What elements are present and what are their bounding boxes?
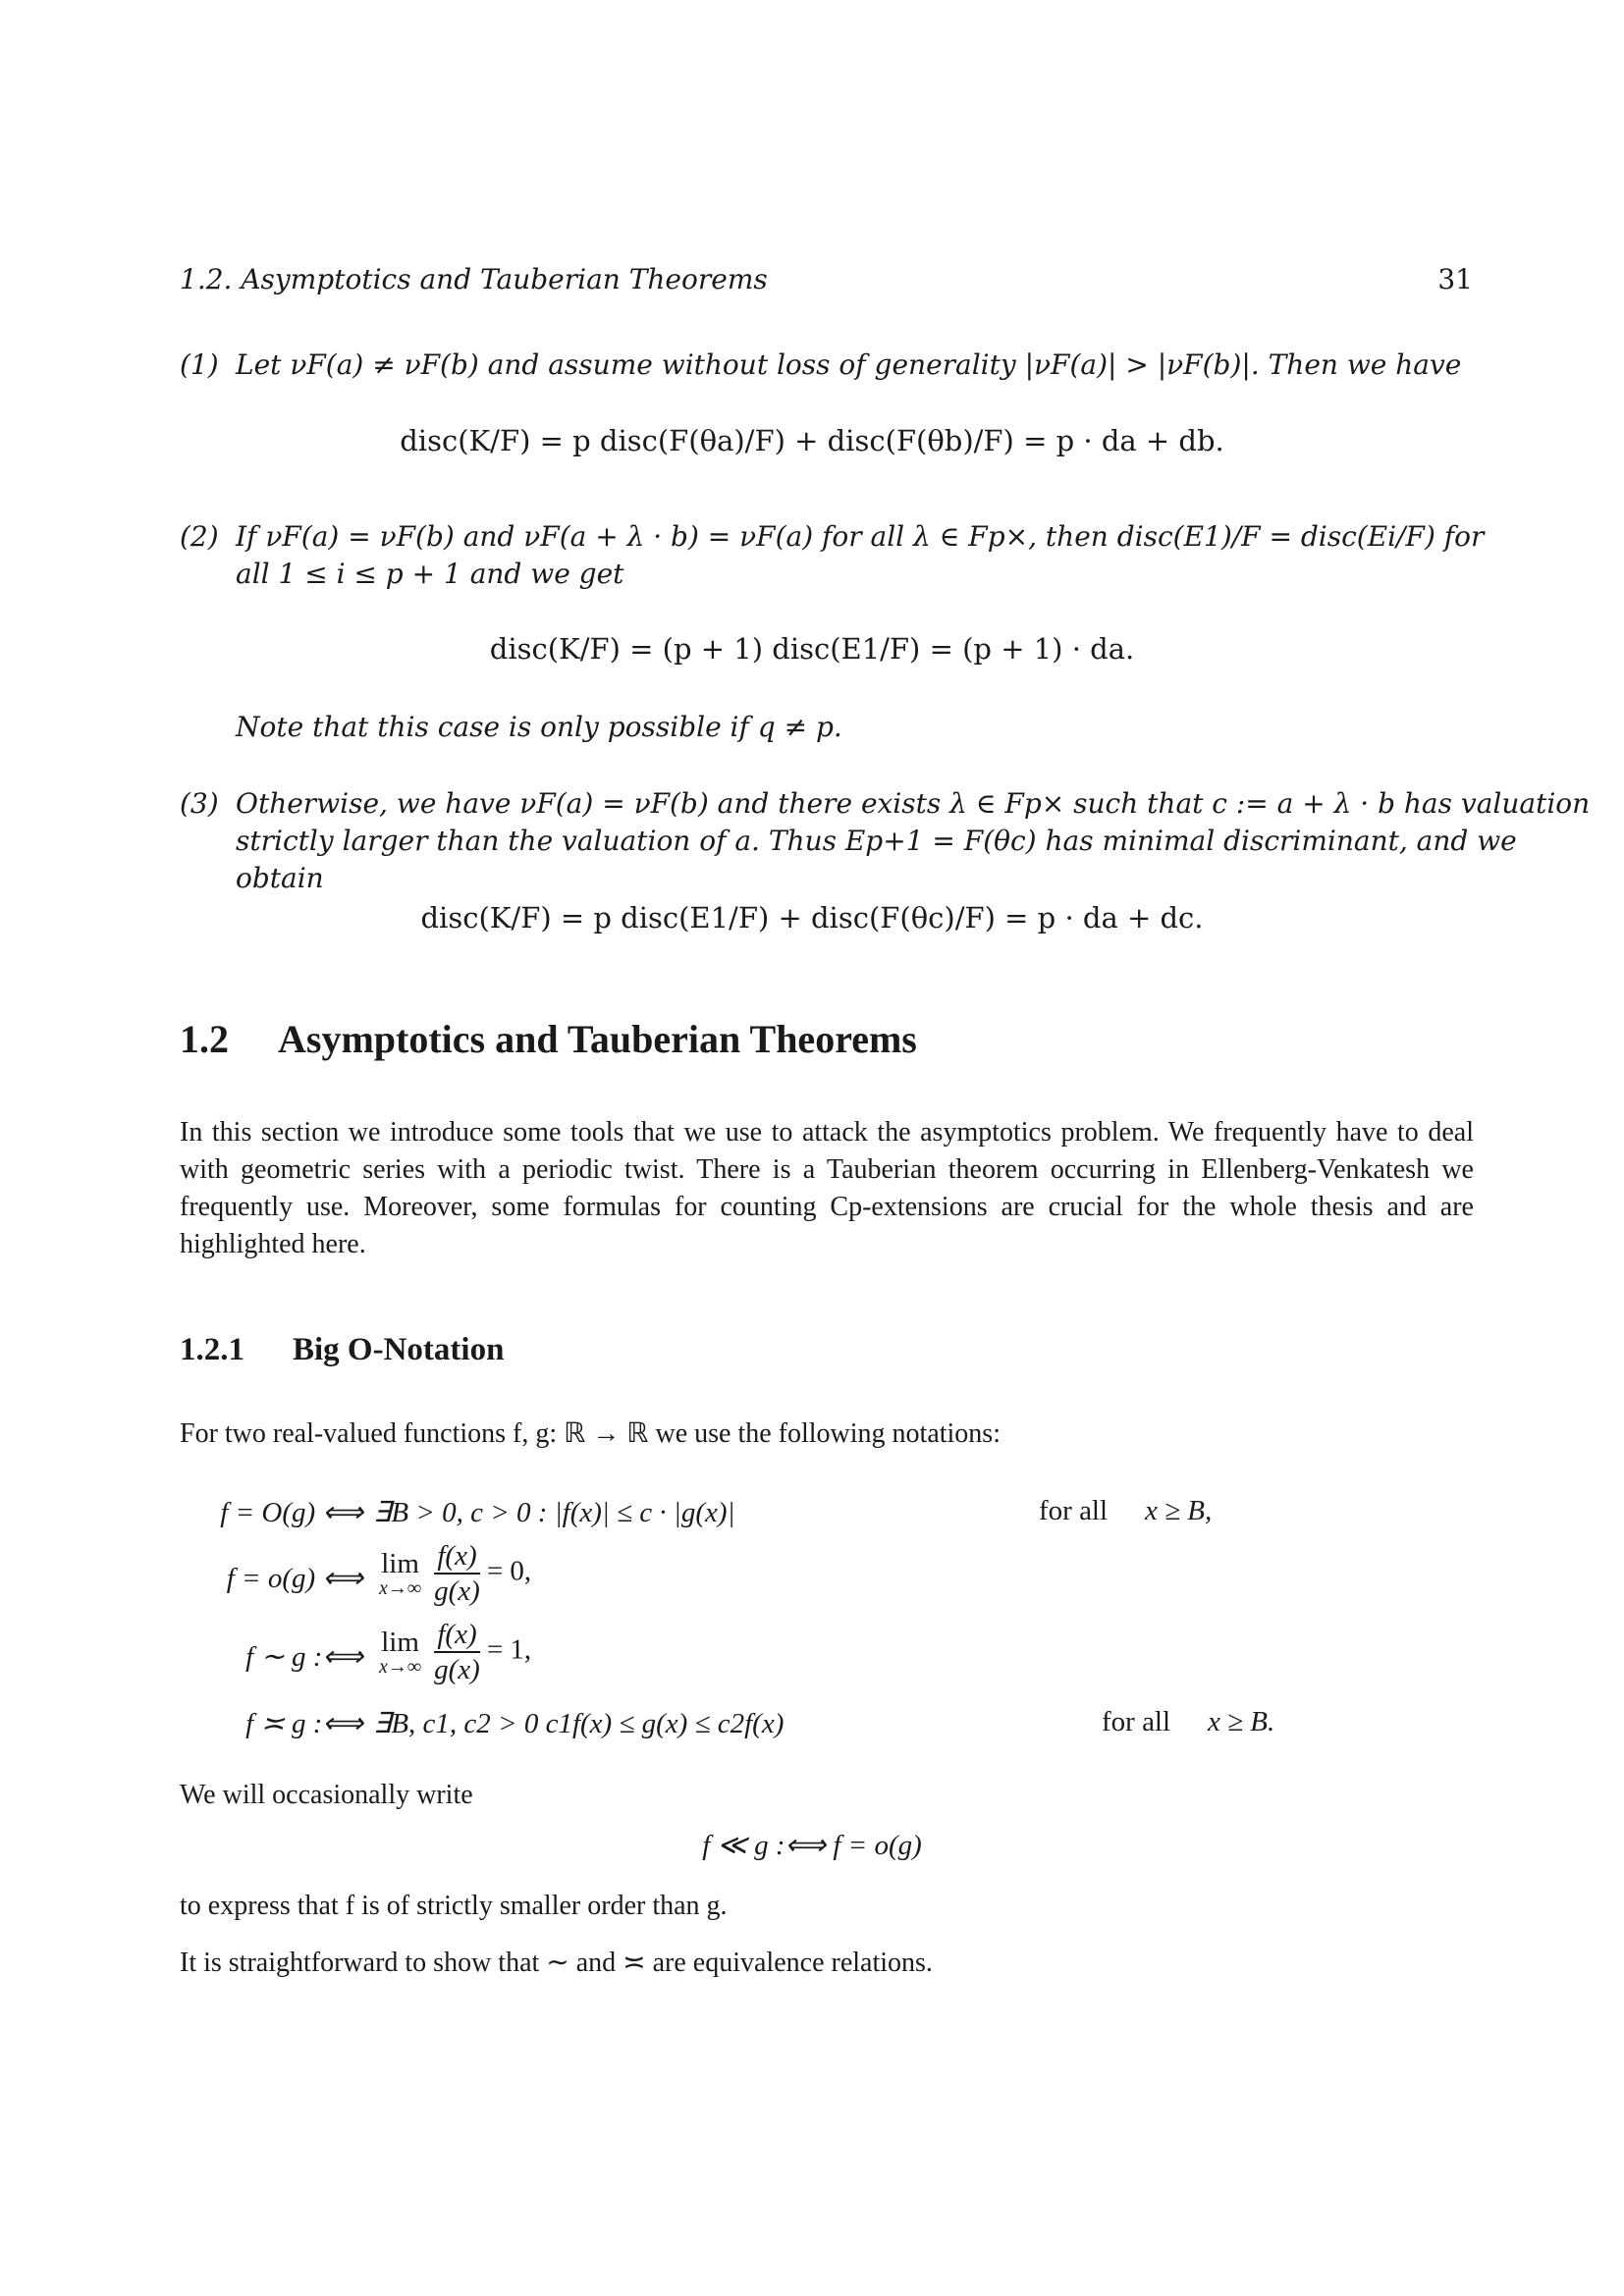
def-sim-numerator: f(x) [434,1618,479,1653]
def-little-o-denominator: g(x) [434,1575,480,1607]
item-1-equation: disc(K/F) = p disc(F(θa)/F) + disc(F(θb)/F) = p · da + db. [400,424,1224,457]
item-3-number: (3) [180,787,219,820]
item-2-note: Note that this case is only possible if q ≠ p. [236,711,842,743]
subsection-heading [180,1332,504,1368]
def-sim [49,1618,1424,1696]
def-sim-lhs: f ∼ g :⟺ [245,1641,363,1673]
def-little-o-value: = 0, [486,1555,532,1587]
ll-definition: f ≪ g :⟺ f = o(g) [702,1830,922,1861]
def-sim-value: = 1, [486,1633,532,1666]
def-big-o-condition: x ≥ B, [1145,1495,1213,1526]
page-number: 31 [1437,263,1473,295]
final-line: It is straightforward to show that ∼ and ≍ are equivalence relations. [180,1948,933,1978]
item-1-text: Let νF(a) ≠ νF(b) and assume without loss of generality |νF(a)| > |νF(b)|. Then we have [236,348,1462,381]
subsection-title: Big O-Notation [293,1332,505,1367]
def-asymp-lhs: f ≍ g :⟺ [245,1708,363,1739]
def-asymp-condition: x ≥ B. [1208,1706,1275,1737]
def-asymp-for-all: for all [1102,1706,1171,1737]
write-line: We will occasionally write [180,1780,473,1810]
item-1-number: (1) [180,348,219,381]
subsection-number: 1.2.1 [180,1332,244,1367]
def-sim-lim: lim [381,1627,419,1658]
subsection-intro: For two real-valued functions f, g: ℝ → ℝ we use the following notations: [180,1418,1001,1449]
item-3-text-line3: obtain [236,862,324,894]
section-heading [180,1016,917,1062]
running-head: 1.2. Asymptotics and Tauberian Theorems [180,263,768,295]
def-sim-denominator: g(x) [434,1654,480,1685]
express-line: to express that f is of strictly smaller order than g. [180,1891,728,1921]
item-3-equation: disc(K/F) = p disc(E1/F) + disc(F(θc)/F) = p · da + dc. [420,901,1204,934]
def-little-o-lhs: f = o(g) ⟺ [226,1563,363,1594]
item-3-text-line1: Otherwise, we have νF(a) = νF(b) and there exists λ ∈ Fp× such that c := a + λ · b has valuation [236,787,1591,820]
def-little-o-numerator: f(x) [434,1539,479,1575]
section-intro-paragraph: In this section we introduce some tools that we use to attack the asymptotics problem. We frequently have to deal with geometric series with a periodic twist. There is a Tauberian theorem occurring in Ellenberg-Venkatesh we frequently use. Moreover, some formulas for counting Cp-extensions are crucial for the whole thesis and are highlighted here. [180,1117,1474,1259]
item-2-text-line1: If νF(a) = νF(b) and νF(a + λ · b) = νF(a) for all λ ∈ Fp×, then disc(E1)/F = disc(Ei/F) for [236,520,1485,553]
item-2-text-line2: all 1 ≤ i ≤ p + 1 and we get [236,558,624,590]
def-big-o-lhs: f = O(g) ⟺ [220,1497,363,1528]
def-big-o-rhs: ∃B > 0, c > 0 : |f(x)| ≤ c · |g(x)| [373,1497,735,1528]
item-2-number: (2) [180,520,219,553]
def-asymp-rhs: ∃B, c1, c2 > 0 c1f(x) ≤ g(x) ≤ c2f(x) [373,1708,785,1739]
def-little-o [49,1539,1424,1618]
def-little-o-rhs [373,1539,531,1608]
def-big-o-for-all: for all [1039,1495,1109,1526]
def-little-o-lim: lim [381,1548,419,1579]
item-3-text-line2: strictly larger than the valuation of a. Thus Ep+1 = F(θc) has minimal discriminant, and we [236,825,1517,857]
item-2-equation: disc(K/F) = (p + 1) disc(E1/F) = (p + 1) · da. [489,632,1135,666]
def-little-o-lim-sub: x→∞ [379,1577,422,1599]
section-title: Asymptotics and Tauberian Theorems [278,1017,917,1061]
section-number: 1.2 [180,1017,229,1061]
def-sim-lim-sub: x→∞ [379,1656,422,1678]
def-sim-rhs [373,1618,531,1686]
